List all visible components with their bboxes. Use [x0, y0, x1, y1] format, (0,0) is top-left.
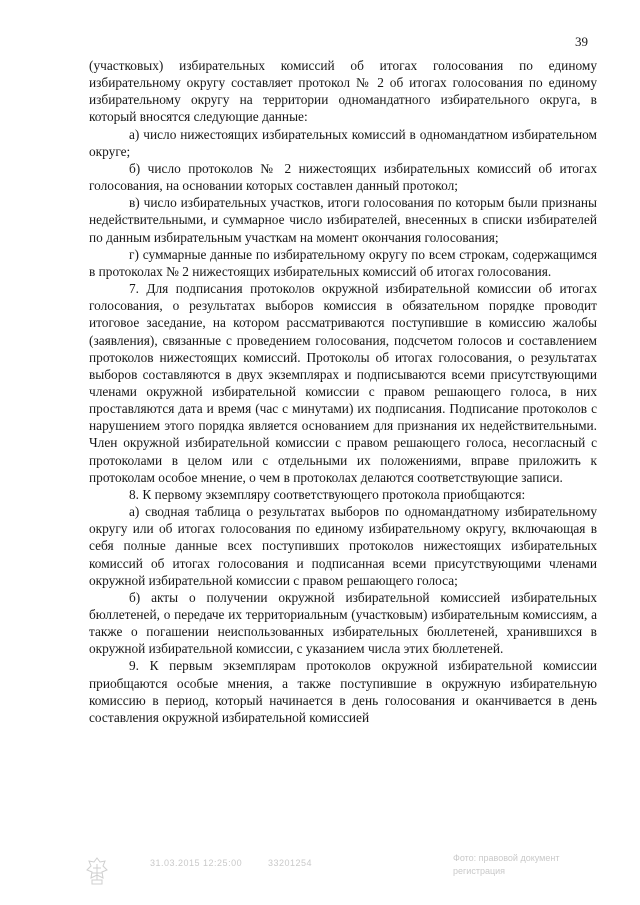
paragraph: 8. К первому экземпляру соответствующего протокола приобщаются: [129, 486, 526, 502]
paragraph: а) сводная таблица о результатах выборов по одномандатному избирательному округу или об итогах голосования по единому избирательному округу, включающая в себя полные данные всех поступивших протоколов нижестоящих избирательных комиссий об итогах голосования и подписанная всеми присутствующими членами окружной избирательной комиссии с правом решающего голоса; [89, 504, 597, 588]
footer-stamp [80, 848, 610, 894]
paragraph: 7. Для подписания протоколов окружной избирательной комиссии об итогах голосования, о результатах выборов комиссия в обязательном порядке проводит итоговое заседание, на котором рассматриваются поступившие в комиссию жалобы (заявления), связанные с проведением голосования, подсчетом голосов и составлением протоколов нижестоящих комиссий. Протоколы об итогах голосования, о результатах выборов составляются в двух экземплярах и подписываются всеми присутствующими членами окружной избирательной комиссии с правом решающего голоса, в них проставляются дата и время (час с минутами) их подписания. Подписание протоколов с нарушением этого порядка является основанием для признания их недействительными. Член окружной избирательной комиссии с правом решающего голоса, несогласный с протоколами в целом или с отдельными их положениями, вправе приложить к протоколам особое мнение, о чем в протоколах делаются соответствующие записи. [89, 281, 597, 485]
paragraph: а) число нижестоящих избирательных комиссий в одномандатном избирательном округе; [89, 126, 597, 159]
paragraph: в) число избирательных участков, итоги голосования по которым были признаны недействительными, и суммарное число избирателей, внесенных в списки избирателей по данным избирательным участкам на момент окончания голосования; [89, 195, 597, 245]
paragraph: г) суммарные данные по избирательному округу по всем строкам, содержащимся в протоколах № 2 нижестоящих избирательных комиссий об итогах голосования. [89, 246, 597, 279]
stamp-source: Фото: правовой документ регистрация [453, 853, 560, 876]
stamp-date: 31.03.2015 12:25:00 [150, 858, 243, 868]
paragraph: 9. К первым экземплярам протоколов окружной избирательной комиссии приобщаются особые мнения, а также поступившие в окружную избирательную комиссию в период, который начинается в день голосования и оканчивается в день составления окружной избирательной комиссией [89, 658, 597, 725]
stamp-number: 33201254 [268, 858, 313, 868]
paragraph: (участковых) избирательных комиссий об итогах голосования по единому избирательному округу составляет протокол № 2 об итогах голосования по единому избирательному округу на территории одномандатного избирательного округа, в который вносятся следующие данные: [89, 58, 597, 125]
page-number: 39 [575, 34, 588, 49]
paragraph: б) акты о получении окружной избирательной комиссией избирательных бюллетеней, о передаче их территориальным (участковым) избирательным комиссиям, а также о погашении неиспользованных избирательных бюллетеней, хранившихся в окружной избирательной комиссии, с указанием числа этих бюллетеней. [89, 589, 597, 657]
emblem-icon [86, 856, 108, 886]
paragraph: б) число протоколов № 2 нижестоящих избирательных комиссий об итогах голосования, на основании которых составлен данный протокол; [89, 160, 597, 194]
document-body [89, 57, 597, 726]
